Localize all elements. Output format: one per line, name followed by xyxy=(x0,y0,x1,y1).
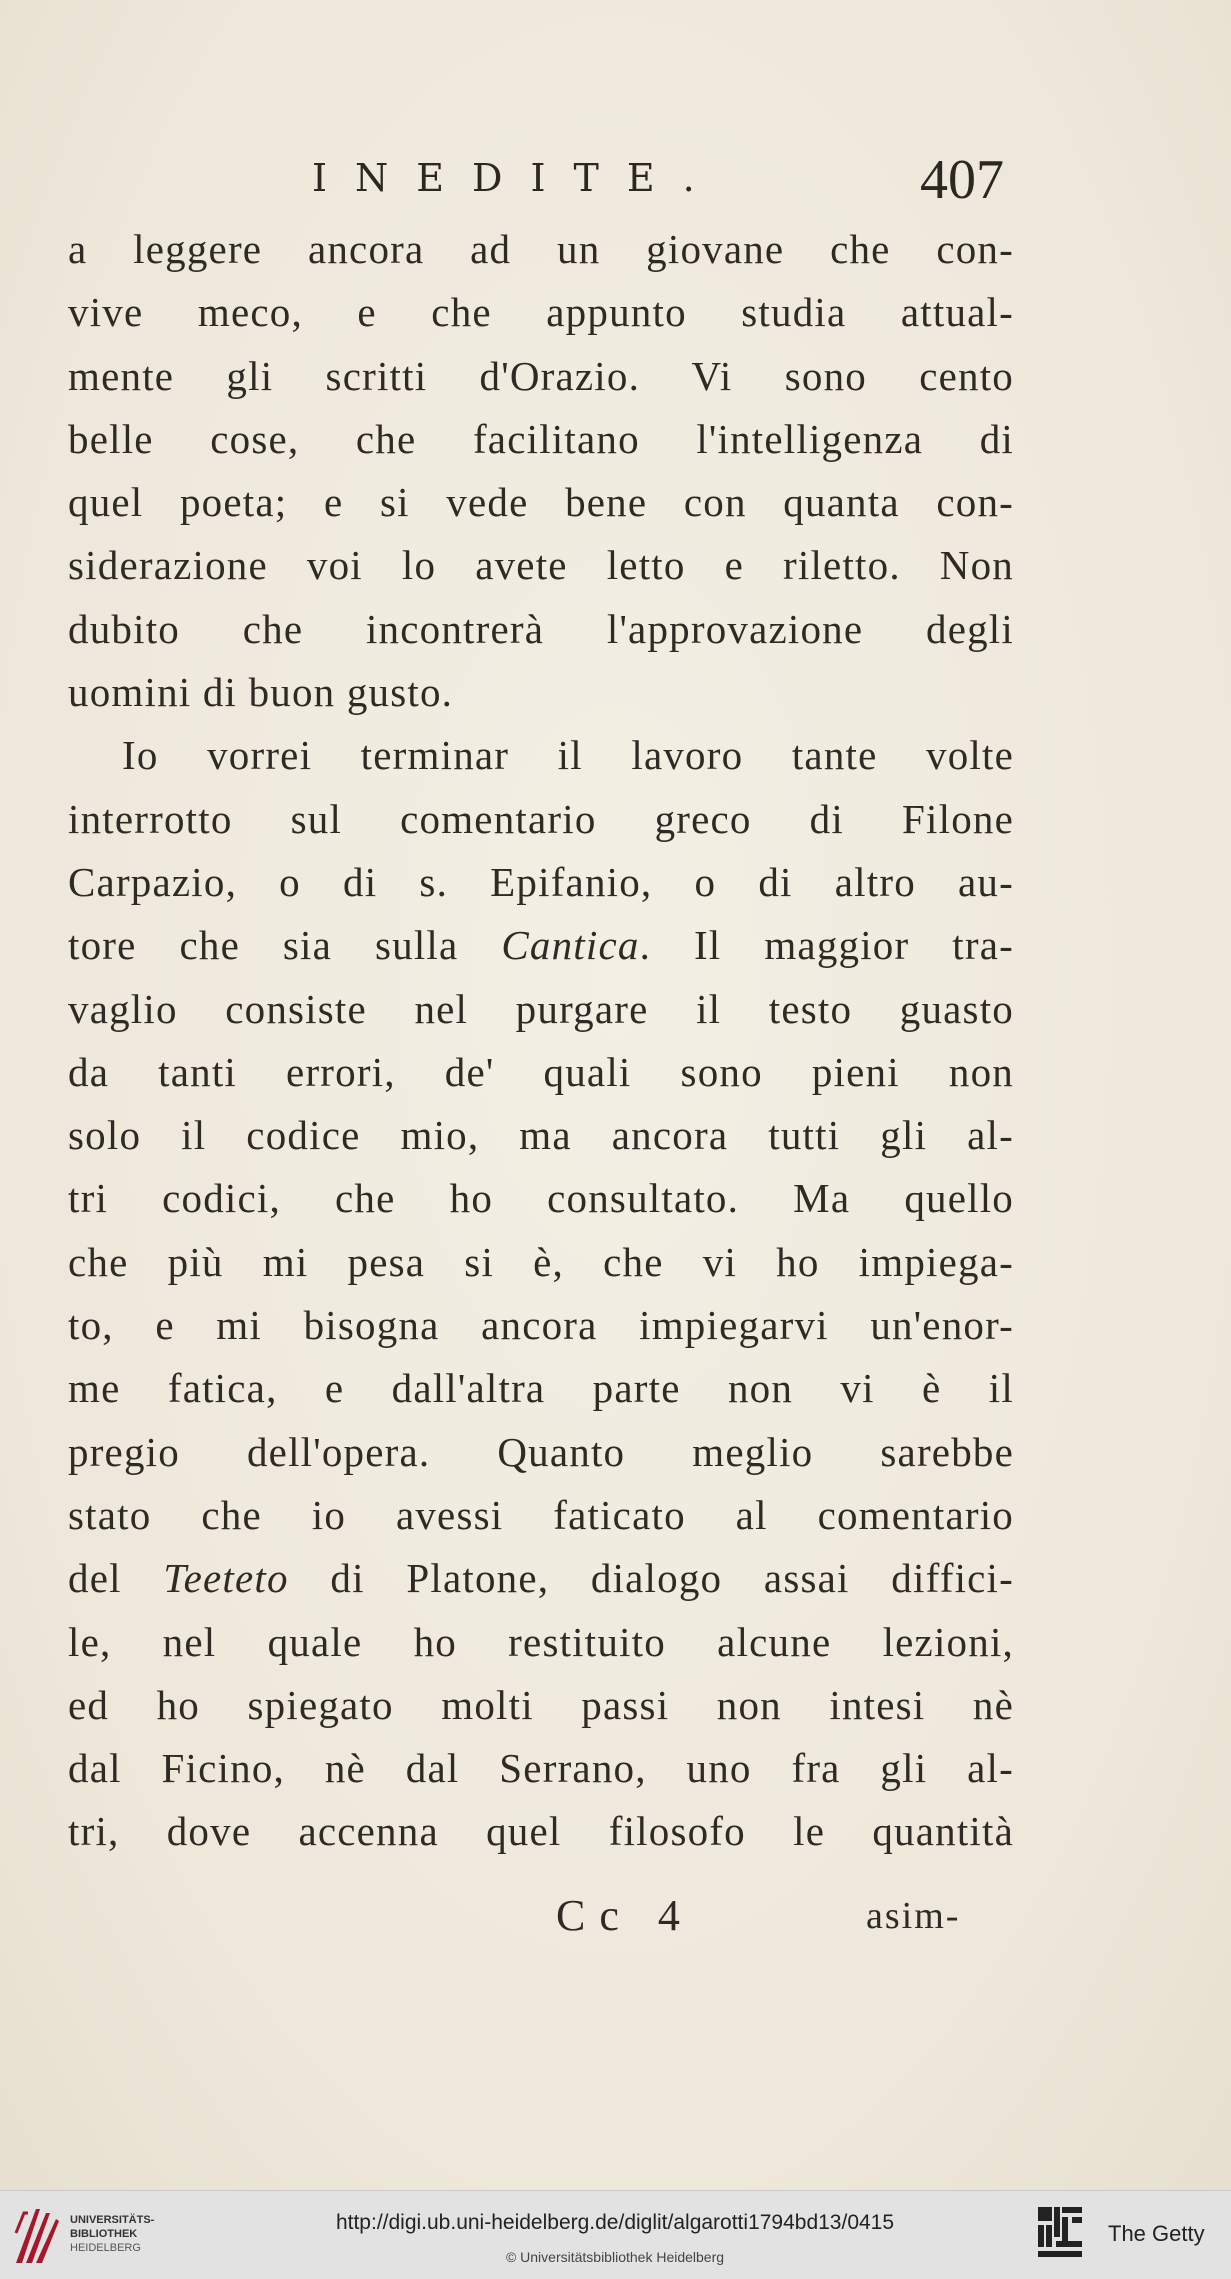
text-line: interrotto sul comentario greco di Filone xyxy=(68,795,1014,842)
text-line: vaglio consiste nel purgare il testo guasto xyxy=(68,985,1014,1032)
text-line: to, e mi bisogna ancora impiegarvi un'enor- xyxy=(68,1302,1014,1349)
copyright-notice: © Universitätsbibliothek Heidelberg xyxy=(505,2249,725,2265)
text-line: quel poeta; e si vede bene con quanta con- xyxy=(68,479,1014,526)
text-line: tri, dove accenna quel filosofo le quantità xyxy=(68,1808,1014,1855)
running-head: INEDITE. xyxy=(312,156,723,200)
page-number: 407 xyxy=(920,149,1004,211)
text-line: del Teeteto di Platone, dialogo assai diffici- xyxy=(68,1555,1014,1602)
text-line: Io vorrei terminar il lavoro tante volte xyxy=(122,732,1014,779)
text-line: da tanti errori, de' quali sono pieni non xyxy=(68,1048,1014,1095)
text-line: le, nel quale ho restituito alcune lezioni, xyxy=(68,1618,1014,1665)
text-line: ed ho spiegato molti passi non intesi nè xyxy=(68,1681,1014,1728)
text-line: a leggere ancora ad un giovane che con- xyxy=(68,226,1014,272)
text-line: stato che io avessi faticato al comentario xyxy=(68,1491,1014,1538)
text-line: che più mi pesa si è, che vi ho impiega- xyxy=(68,1238,1014,1285)
university-library-logo-icon xyxy=(12,2203,62,2267)
partner-name: The Getty xyxy=(1108,2221,1205,2246)
text-line: pregio dell'opera. Quanto meglio sarebbe xyxy=(68,1428,1014,1475)
text-line: solo il codice mio, ma ancora tutti gli al- xyxy=(68,1112,1014,1159)
getty-logo-icon xyxy=(1036,2203,1086,2267)
italic-title: Teeteto xyxy=(163,1555,289,1602)
text-line: siderazione voi lo avete letto e riletto. Non xyxy=(68,542,1014,589)
text-line: me fatica, e dall'altra parte non vi è il xyxy=(68,1365,1014,1412)
page-header xyxy=(300,148,1020,218)
institution-name: UNIVERSITÄTS- BIBLIOTHEK HEIDELBERG xyxy=(70,2214,155,2254)
italic-title: Cantica xyxy=(501,922,640,969)
text-line: tri codici, che ho consultato. Ma quello xyxy=(68,1175,1014,1222)
signature-mark: Cc 4 xyxy=(556,1891,694,1940)
catchword: asim- xyxy=(866,1895,961,1937)
body-text xyxy=(68,218,1014,1864)
text-line: uomini di buon gusto. xyxy=(68,669,454,716)
text-line: dubito che incontrerà l'approvazione degli xyxy=(68,605,1014,652)
library-footer-bar xyxy=(0,2190,1231,2279)
text-line: belle cose, che facilitano l'intelligenza di xyxy=(68,415,1014,462)
text-line: dal Ficino, nè dal Serrano, uno fra gli al- xyxy=(68,1745,1014,1792)
text-line: tore che sia sulla Cantica. Il maggior tra- xyxy=(68,922,1014,969)
text-line: Carpazio, o di s. Epifanio, o di altro au- xyxy=(68,858,1014,905)
text-line: mente gli scritti d'Orazio. Vi sono cento xyxy=(68,352,1014,399)
text-line: vive meco, e che appunto studia attual- xyxy=(68,289,1014,336)
permalink-url[interactable]: http://digi.ub.uni-heidelberg.de/diglit/algarotti1794bd13/0415 xyxy=(335,2211,895,2234)
